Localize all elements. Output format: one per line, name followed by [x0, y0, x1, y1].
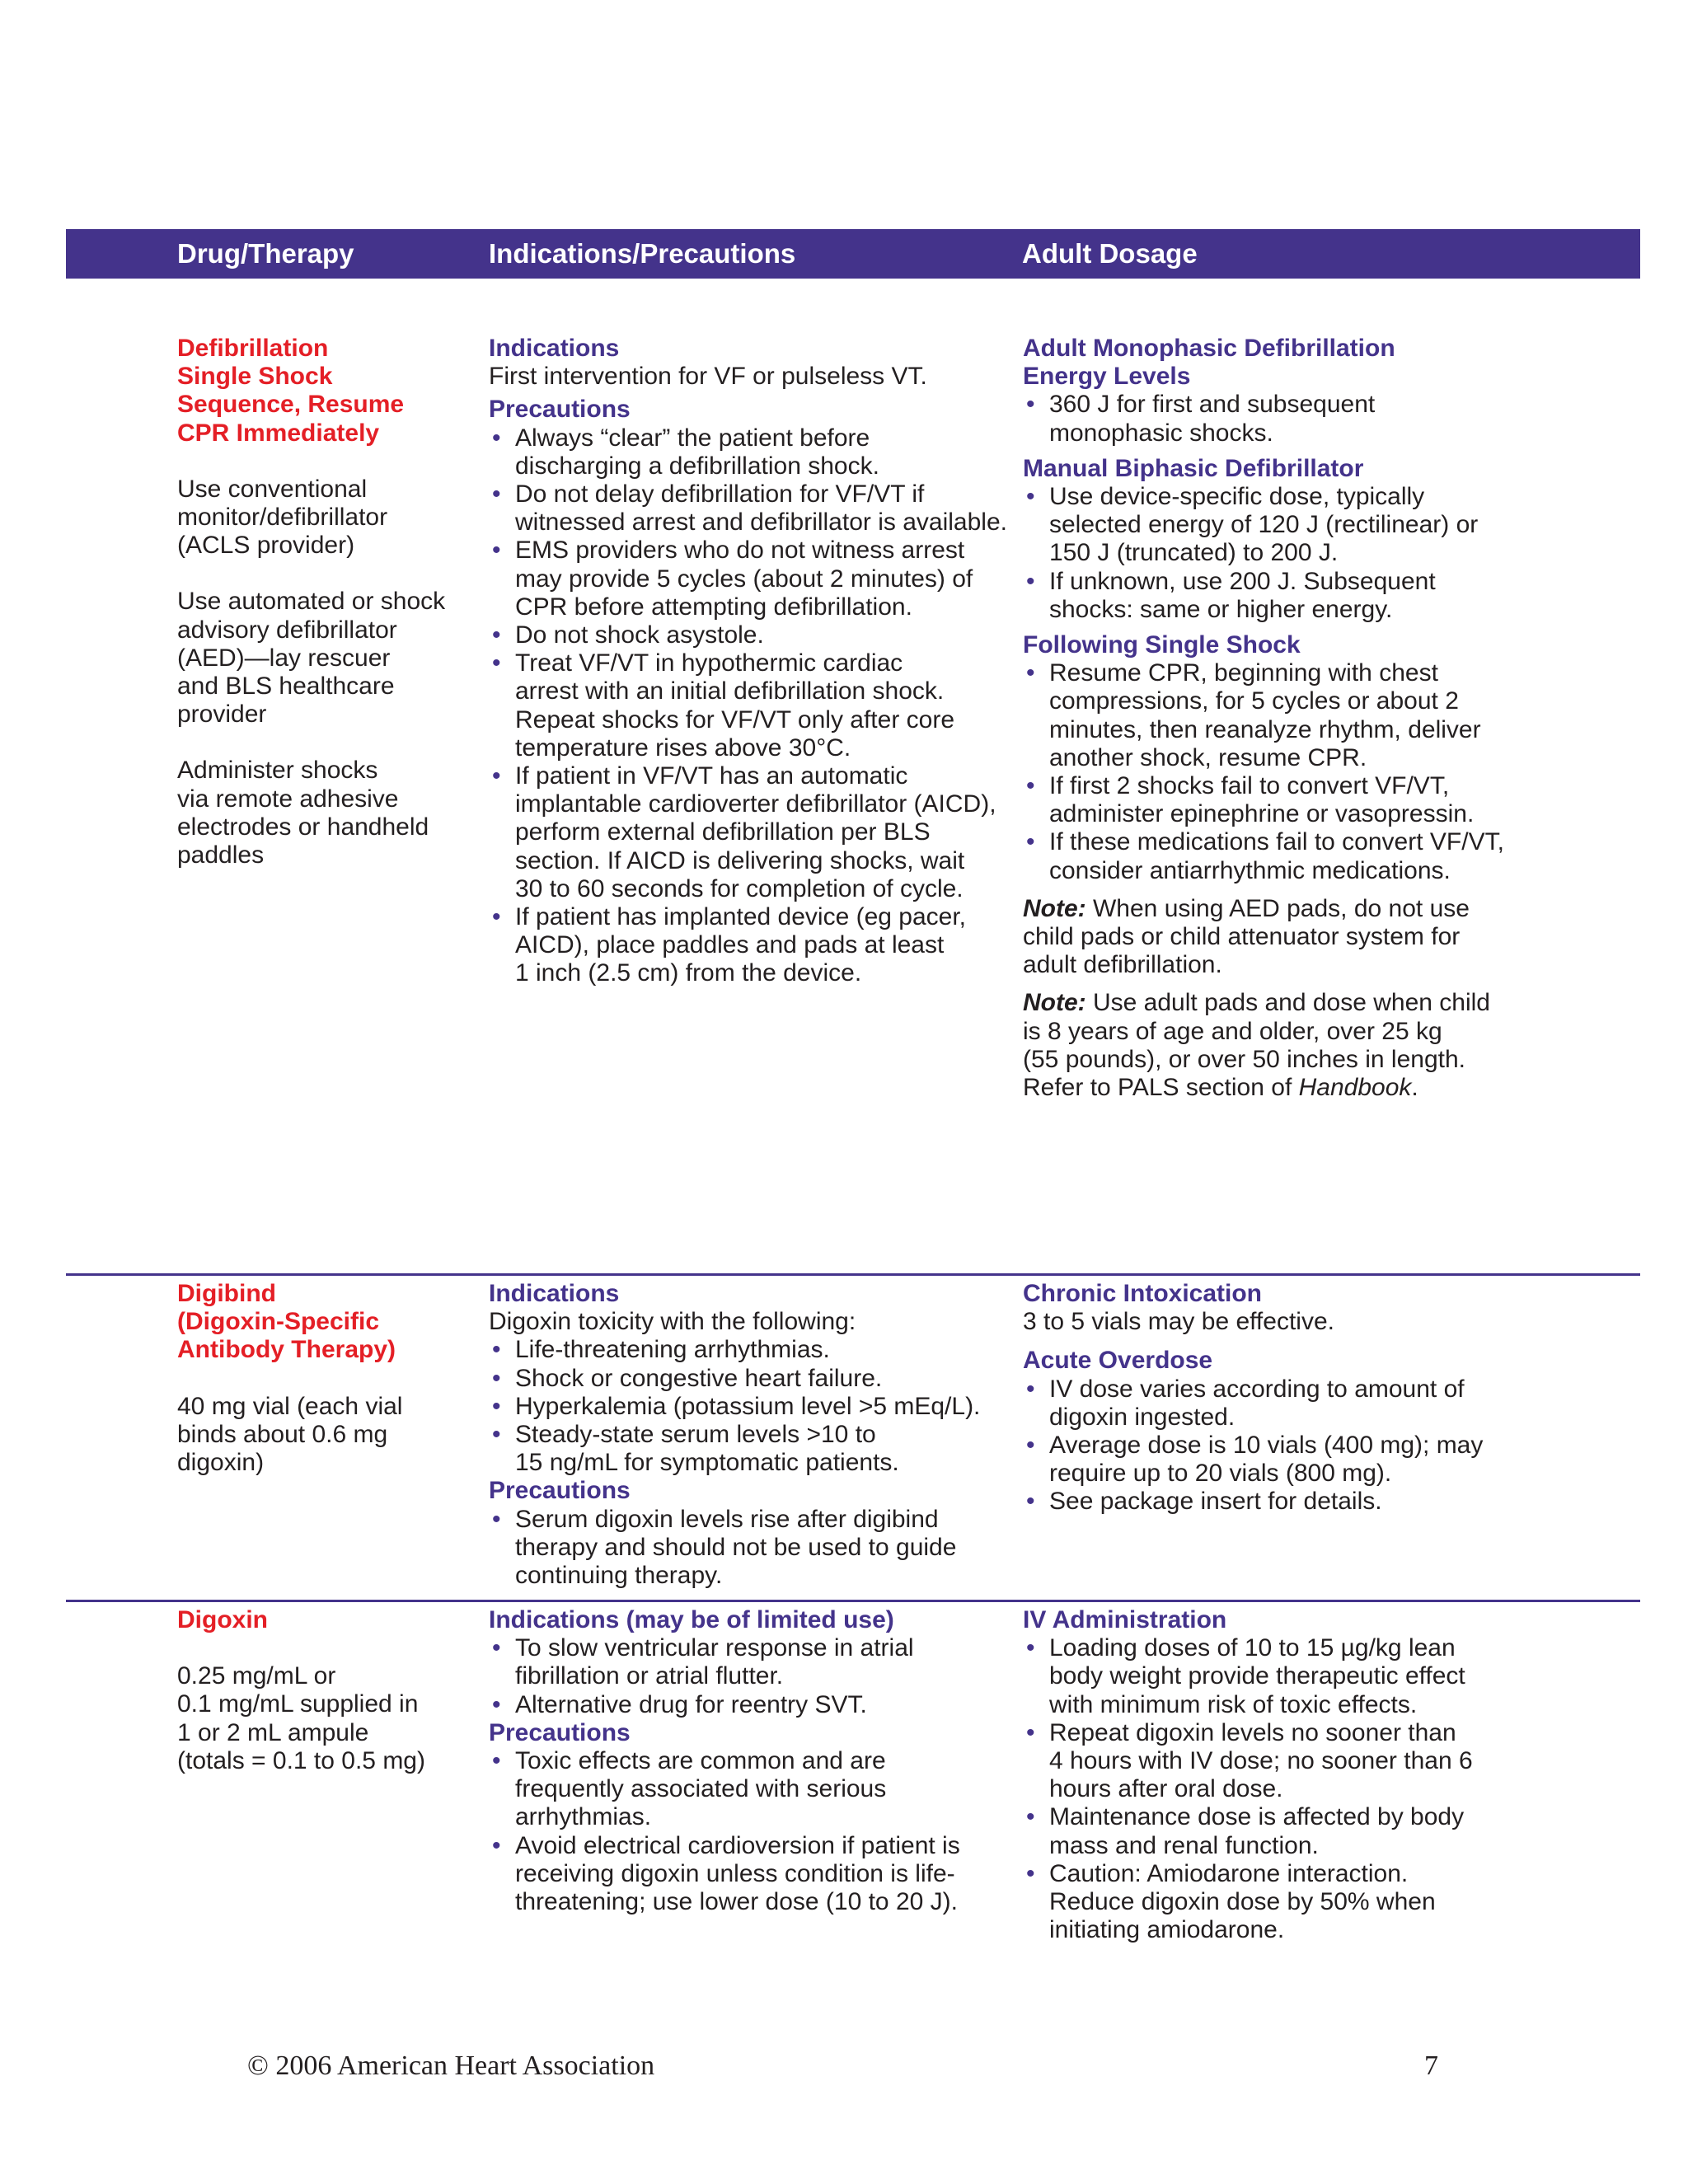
- drug-cell: [177, 1280, 482, 1477]
- list-item: • Hyperkalemia (potassium level >5 mEq/L).: [489, 1393, 1025, 1421]
- list-item: • Always “clear” the patient before discharging a defibrillation shock.: [489, 424, 1025, 480]
- indications-heading: Indications: [489, 335, 620, 362]
- drug-description: 0.25 mg/mL or 0.1 mg/mL supplied in 1 or 2 mL ampule (totals = 0.1 to 0.5 mg): [177, 1662, 425, 1774]
- dosage-list: [1023, 1376, 1517, 1516]
- precautions-heading: Precautions: [489, 1718, 631, 1746]
- copyright-footer: © 2006 American Heart Association: [247, 2050, 655, 2081]
- table-row: [66, 1276, 1640, 1602]
- drug-name: Digibind (Digoxin-Specific Antibody Therapy): [177, 1280, 396, 1364]
- dosage-heading: Adult Monophasic Defibrillation Energy Levels: [1023, 335, 1395, 391]
- indications-list: [489, 1336, 1025, 1477]
- dosage-text: 3 to 5 vials may be effective.: [1023, 1308, 1334, 1336]
- list-item: • See package insert for details.: [1023, 1488, 1517, 1516]
- indications-cell: [489, 1606, 1025, 1916]
- drug-description: Use automated or shock advisory defibrillator (AED)—lay rescuer and BLS healthcare provider: [177, 588, 446, 729]
- drug-cell: [177, 335, 482, 869]
- list-item: • Toxic effects are common and are frequently associated with serious arrhythmias.: [489, 1747, 1025, 1832]
- list-item: • Resume CPR, beginning with chest compressions, for 5 cycles or about 2 minutes, then reanalyze rhythm, deliver another shock, resume CPR.: [1023, 659, 1517, 772]
- page-number: 7: [1424, 2050, 1438, 2081]
- list-item: • 360 J for first and subsequent monophasic shocks.: [1023, 391, 1517, 447]
- list-item: • Shock or congestive heart failure.: [489, 1365, 1025, 1393]
- note: Note: When using AED pads, do not use child pads or child attenuator system for adult defibrillation.: [1023, 894, 1470, 979]
- dosage-heading: Chronic Intoxication: [1023, 1280, 1263, 1307]
- drug-description: 40 mg vial (each vial binds about 0.6 mg digoxin): [177, 1392, 403, 1477]
- list-item: • Alternative drug for reentry SVT.: [489, 1691, 1025, 1719]
- drug-description: Administer shocks via remote adhesive electrodes or handheld paddles: [177, 757, 429, 869]
- precautions-list: [489, 1747, 1025, 1916]
- precautions-list: [489, 1506, 1025, 1591]
- list-item: • Loading doses of 10 to 15 µg/kg lean body weight provide therapeutic effect with minimum risk of toxic effects.: [1023, 1634, 1517, 1719]
- dosage-heading: Manual Biphasic Defibrillator: [1023, 454, 1364, 482]
- dosage-heading: IV Administration: [1023, 1606, 1227, 1633]
- dosage-list: [1023, 391, 1517, 447]
- header-drug-therapy: Drug/Therapy: [177, 238, 354, 269]
- dosage-list: [1023, 1634, 1517, 1944]
- list-item: • Steady-state serum levels >10 to 15 ng/mL for symptomatic patients.: [489, 1421, 1025, 1477]
- list-item: • Serum digoxin levels rise after digibind therapy and should not be used to guide continuing therapy.: [489, 1506, 1025, 1591]
- precautions-heading: Precautions: [489, 1477, 631, 1505]
- list-item: • Caution: Amiodarone interaction. Reduce digoxin dose by 50% when initiating amiodarone.: [1023, 1860, 1517, 1945]
- table-header: [66, 229, 1640, 279]
- list-item: • Do not delay defibrillation for VF/VT if witnessed arrest and defibrillator is available.: [489, 480, 1025, 537]
- list-item: • Repeat digoxin levels no sooner than 4 hours with IV dose; no sooner than 6 hours after oral dose.: [1023, 1719, 1517, 1804]
- list-item: • Treat VF/VT in hypothermic cardiac arrest with an initial defibrillation shock. Repeat shocks for VF/VT only after core temperature rises above 30°C.: [489, 649, 1025, 762]
- table-row: [66, 1602, 1640, 1948]
- dosage-list: [1023, 659, 1517, 885]
- dosage-heading: Acute Overdose: [1023, 1347, 1213, 1375]
- list-item: • Average dose is 10 vials (400 mg); may require up to 20 vials (800 mg).: [1023, 1432, 1517, 1488]
- indications-text: First intervention for VF or pulseless VT.: [489, 363, 927, 391]
- list-item: • Avoid electrical cardioversion if patient is receiving digoxin unless condition is life- threatening; use lower dose (10 to 20 J).: [489, 1832, 1025, 1917]
- dosage-cell: [1023, 1606, 1517, 1944]
- list-item: • If patient has implanted device (eg pacer, AICD), place paddles and pads at least 1 inch (2.5 cm) from the device.: [489, 903, 1025, 988]
- list-item: • If unknown, use 200 J. Subsequent shocks: same or higher energy.: [1023, 568, 1517, 624]
- indications-heading: Indications: [489, 1280, 620, 1307]
- note: Note: Use adult pads and dose when child is 8 years of age and older, over 25 kg (55 pounds), or over 50 inches in length. Refer to PALS section of Handbook.: [1023, 989, 1490, 1102]
- list-item: • If these medications fail to convert VF/VT, consider antiarrhythmic medications.: [1023, 828, 1517, 884]
- dosage-cell: [1023, 335, 1517, 1102]
- indications-heading: Indications (may be of limited use): [489, 1606, 894, 1633]
- indications-text: Digoxin toxicity with the following:: [489, 1308, 856, 1336]
- list-item: • If patient in VF/VT has an automatic implantable cardioverter defibrillator (AICD), perform external defibrillation per BLS section. If AICD is delivering shocks, wait 30 to 60 seconds for completion of cycle.: [489, 762, 1025, 903]
- list-item: • Use device-specific dose, typically selected energy of 120 J (rectilinear) or 150 J (truncated) to 200 J.: [1023, 483, 1517, 568]
- drug-cell: [177, 1606, 482, 1775]
- precautions-list: [489, 424, 1025, 988]
- dosage-list: [1023, 483, 1517, 624]
- list-item: • Do not shock asystole.: [489, 621, 1025, 649]
- drug-table: [66, 229, 1640, 1948]
- dosage-cell: [1023, 1280, 1517, 1516]
- header-indications-precautions: Indications/Precautions: [489, 238, 796, 269]
- indications-list: [489, 1634, 1025, 1719]
- indications-cell: [489, 335, 1025, 988]
- list-item: • Life-threatening arrhythmias.: [489, 1336, 1025, 1364]
- indications-cell: [489, 1280, 1025, 1590]
- list-item: • Maintenance dose is affected by body mass and renal function.: [1023, 1803, 1517, 1859]
- drug-name: Digoxin: [177, 1606, 268, 1633]
- precautions-heading: Precautions: [489, 396, 631, 424]
- list-item: • To slow ventricular response in atrial fibrillation or atrial flutter.: [489, 1634, 1025, 1690]
- list-item: • IV dose varies according to amount of digoxin ingested.: [1023, 1376, 1517, 1432]
- dosage-heading: Following Single Shock: [1023, 631, 1301, 659]
- header-adult-dosage: Adult Dosage: [1022, 238, 1198, 269]
- list-item: • EMS providers who do not witness arrest may provide 5 cycles (about 2 minutes) of CPR before attempting defibrillation.: [489, 537, 1025, 621]
- drug-description: Use conventional monitor/defibrillator (ACLS provider): [177, 475, 388, 560]
- drug-name: Defibrillation Single Shock Sequence, Resume CPR Immediately: [177, 335, 405, 447]
- table-row: [66, 279, 1640, 1276]
- list-item: • If first 2 shocks fail to convert VF/VT, administer epinephrine or vasopressin.: [1023, 772, 1517, 828]
